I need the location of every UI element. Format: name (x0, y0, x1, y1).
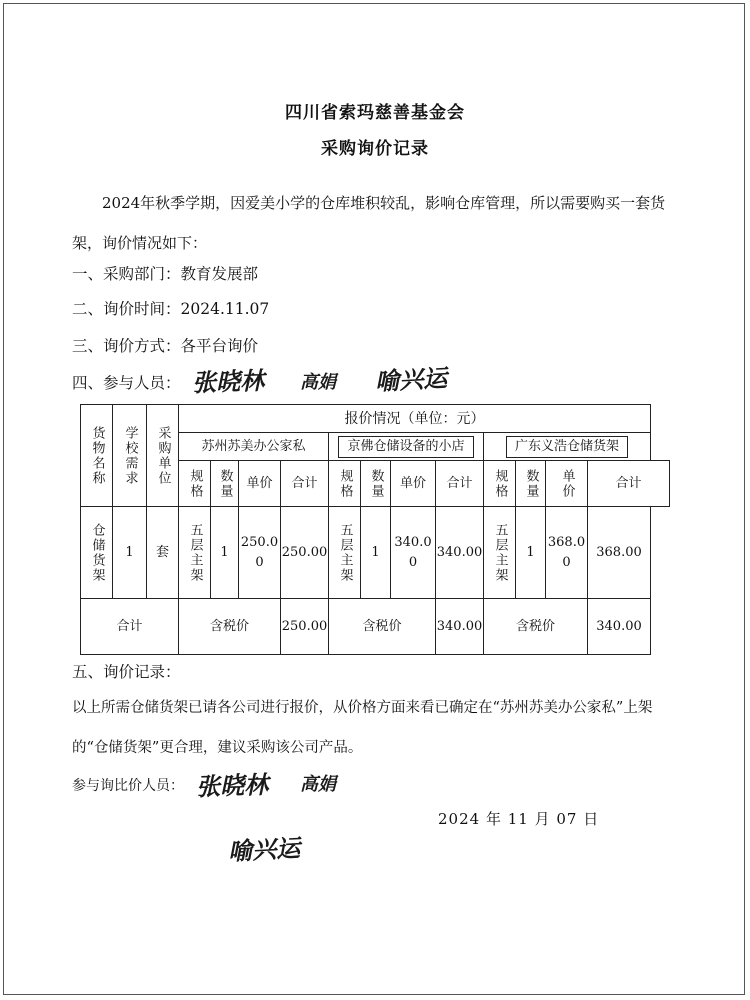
v1-tax-label: 含税价 (179, 599, 281, 655)
v3-total-header: 合计 (588, 461, 670, 507)
item-participants-label: 四、参与人员： (72, 374, 181, 392)
record-body: 以上所需仓储货架已请各公司进行报价，从价格方面来看已确定在“苏州苏美办公家私”上架的“仓储货架”更合理，建议采购该公司产品。 (72, 700, 653, 756)
v2-total: 340.00 (436, 507, 484, 599)
org-title: 四川省索玛慈善基金会 (285, 103, 465, 123)
signature-1-bottom: 张晓林 (195, 769, 269, 802)
v3-tax-label: 含税价 (484, 599, 588, 655)
quote-table (80, 404, 670, 655)
v2-total-header: 合计 (436, 461, 484, 507)
signing-date: 2024 年 11 月 07 日 (438, 810, 600, 828)
item-time: 二、询价时间：2024.11.07 (72, 300, 270, 318)
v2-spec: 五层主架 (329, 507, 361, 599)
v1-total-header: 合计 (281, 461, 329, 507)
vendor-3-name: 广东义浩仓储货架 (484, 433, 651, 461)
header-quote: 报价情况（单位：元） (179, 405, 651, 433)
v1-total: 250.00 (281, 507, 329, 599)
v2-price: 340.00 (391, 507, 436, 599)
v1-qty-header: 数量 (211, 461, 239, 507)
v3-spec: 五层主架 (484, 507, 516, 599)
footer-label: 合计 (81, 599, 179, 655)
item-dept: 一、采购部门：教育发展部 (72, 265, 259, 283)
v2-price-header: 单价 (391, 461, 436, 507)
v3-price-header: 单价 (546, 461, 588, 507)
header-need: 学校需求 (113, 405, 147, 507)
v1-spec-header: 规格 (179, 461, 211, 507)
v1-spec: 五层主架 (179, 507, 211, 599)
intro-paragraph: 2024年秋季学期，因爱美小学的仓库堆积较乱，影响仓库管理，所以需要购买一套货架，询价情况如下： (72, 194, 666, 252)
record-heading: 五、询价记录： (72, 663, 181, 681)
signature-1: 张晓林 (191, 365, 265, 398)
signature-3-bottom: 喻兴运 (227, 833, 301, 866)
item-method: 三、询价方式：各平台询价 (72, 337, 259, 355)
v3-qty-header: 数量 (516, 461, 546, 507)
v2-tax-label: 含税价 (329, 599, 436, 655)
v3-tax-total: 340.00 (588, 599, 651, 655)
v1-price: 250.00 (239, 507, 281, 599)
signature-2-bottom: 高娟 (300, 774, 336, 795)
header-unit: 采购单位 (147, 405, 179, 507)
v3-qty: 1 (516, 507, 546, 599)
v2-qty-header: 数量 (361, 461, 391, 507)
header-goods: 货物名称 (81, 405, 113, 507)
signature-2: 高娟 (300, 372, 336, 393)
v3-price: 368.00 (546, 507, 588, 599)
v1-qty: 1 (211, 507, 239, 599)
signature-3: 喻兴运 (374, 363, 448, 396)
doc-title: 采购询价记录 (321, 139, 429, 159)
row-goods: 仓储货架 (81, 507, 113, 599)
row-need: 1 (113, 507, 147, 599)
record-participants-label: 参与询比价人员： (72, 778, 184, 794)
row-unit: 套 (147, 507, 179, 599)
v2-qty: 1 (361, 507, 391, 599)
v3-spec-header: 规格 (484, 461, 516, 507)
v2-spec-header: 规格 (329, 461, 361, 507)
v1-tax-total: 250.00 (281, 599, 329, 655)
v3-total: 368.00 (588, 507, 651, 599)
vendor-2-name: 京佛仓储设备的小店 (329, 433, 484, 461)
v1-price-header: 单价 (239, 461, 281, 507)
vendor-1-name: 苏州苏美办公家私 (179, 433, 329, 461)
v2-tax-total: 340.00 (436, 599, 484, 655)
